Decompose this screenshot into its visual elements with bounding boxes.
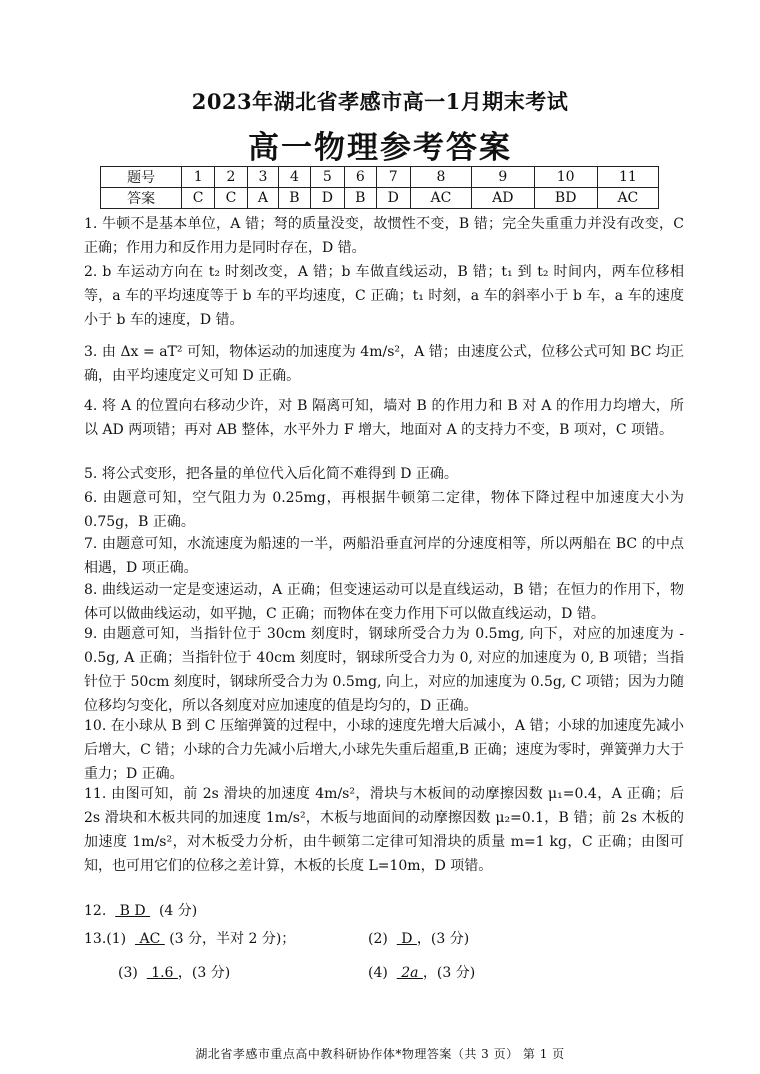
answer-cell: A xyxy=(247,188,278,209)
q13-part2 xyxy=(368,928,469,948)
question-number: 2 xyxy=(215,167,248,188)
answer-row-label: 答案 xyxy=(101,188,182,209)
q13-part3 xyxy=(118,962,230,982)
q13-part4 xyxy=(368,962,475,982)
explanation-10: 10. 在小球从 B 到 C 压缩弹簧的过程中，小球的速度先增大后减小，A 错；小球的加速度先减小后增大，C 错；小球的合力先减小后增大,小球先失重后超重,B 正确；速度为零时，弹簧弹力大于重力；D 正确。 xyxy=(84,718,684,782)
explanation-8: 8. 曲线运动一定是变速运动，A 正确；但变速运动可以是直线运动，B 错；在恒力的作用下，物体可以做曲线运动，如平抛，C 正确；而物体在变力作用下可以做直线运动，D 错。 xyxy=(84,582,684,622)
question-number: 1 xyxy=(182,167,215,188)
question-number: 8 xyxy=(410,167,471,188)
answer-cell: B xyxy=(344,188,376,209)
q12-label: 12. xyxy=(84,903,107,919)
q13-p2-score: ，(3 分) xyxy=(416,931,470,947)
answer-table xyxy=(100,166,659,209)
explanation-9: 9. 由题意可知，当指针位于 30cm 刻度时，钢球所受合力为 0.5mg, 向下，对应的加速度为 - 0.5g, A 正确；当指针位于 40cm 刻度时，钢球所受合力为 0, 对应的加速度为 0, B 项错；当指针位于 50cm 刻度时，钢球所受合力为 0.5mg, 向上，对应的加速度为 0.5g, C 项错；因为力随位移均匀变化，所以各刻度对应加速度的值是均匀的，D 正确。 xyxy=(84,626,684,714)
question-number: 9 xyxy=(472,167,535,188)
q13-p4-answer: 2a xyxy=(396,965,423,981)
explanation-11: 11. 由图可知，前 2s 滑块的加速度 4m/s²，滑块与木板间的动摩擦因数 μ₁=0.4，A 正确；后 2s 滑块和木板共同的加速度 1m/s²，木板与地面间的动摩擦因数 μ₂=0.1，B 错；前 2s 木板的加速度 1m/s²，对木板受力分析，由牛顿第二定律可知滑块的质量 m=1 kg，C 正确；由图可知，也可用它们的位移之差计算，木板的长度 L=10m，D 项错。 xyxy=(84,786,684,874)
q13-p2-num: (2) xyxy=(368,931,388,947)
answer-cell: D xyxy=(310,188,344,209)
explanation-4: 4. 将 A 的位置向右移动少许，对 B 隔离可知，墙对 B 的作用力和 B 对 A 的作用力均增大，所以 AD 两项错；再对 AB 整体，水平外力 F 增大，地面对 A 的支持力不变，B 项对，C 项错。 xyxy=(84,398,684,438)
answer-cell: AC xyxy=(410,188,471,209)
q13-p1-num: (1) xyxy=(106,931,127,947)
exam-title: 2023年湖北省孝感市高一1月期末考试 xyxy=(191,89,569,114)
question-number-row xyxy=(101,167,659,188)
q13-p4-num: (4) xyxy=(368,965,388,981)
question-number: 6 xyxy=(344,167,376,188)
q13-p1-score: (3 分，半对 2 分)； xyxy=(169,931,296,947)
q13-p3-score: ，(3 分) xyxy=(177,965,231,981)
explanation-3: 3. 由 Δx = aT² 可知，物体运动的加速度为 4m/s²，A 错；由速度公式，位移公式可知 BC 均正确，由平均速度定义可知 D 正确。 xyxy=(84,344,684,384)
explanation-1: 1. 牛顿不是基本单位，A 错；弩的质量没变，故惯性不变，B 错；完全失重重力并没有改变，C 正确；作用力和反作用力是同时存在，D 错。 xyxy=(84,216,684,256)
answer-cell: C xyxy=(215,188,248,209)
answer-cell: B xyxy=(279,188,311,209)
explanation-5: 5. 将公式变形，把各量的单位代入后化简不难得到 D 正确。 xyxy=(84,466,458,482)
answer-cell: BD xyxy=(534,188,597,209)
question-number: 3 xyxy=(247,167,278,188)
answer-key-title: 高一物理参考答案 xyxy=(248,130,512,166)
question-number: 7 xyxy=(376,167,410,188)
answer-cell: AC xyxy=(597,188,658,209)
q13-p2-answer: D xyxy=(396,931,417,947)
q12-line xyxy=(84,900,197,920)
q13-p1-answer: AC xyxy=(135,931,165,947)
question-number: 11 xyxy=(597,167,658,188)
q12-score: (4 分) xyxy=(158,903,198,919)
answer-cell: AD xyxy=(472,188,535,209)
explanation-7: 7. 由题意可知，水流速度为船速的一半，两船沿垂直河岸的分速度相等，所以两船在 BC 的中点相遇，D 项正确。 xyxy=(84,536,684,576)
explanation-2: 2. b 车运动方向在 t₂ 时刻改变，A 错；b 车做直线运动，B 错；t₁ 到 t₂ 时间内，两车位移相等，a 车的平均速度等于 b 车的平均速度，C 正确；t₁ 时刻，a 车的斜率小于 b 车，a 车的速度小于 b 车的速度，D 错。 xyxy=(84,264,684,328)
page-footer: 湖北省孝感市重点高中教科研协作体*物理答案（共 3 页） 第 1 页 xyxy=(195,1047,565,1061)
question-number: 5 xyxy=(310,167,344,188)
q13-p3-num: (3) xyxy=(118,965,138,981)
question-row-label: 题号 xyxy=(101,167,182,188)
answer-row xyxy=(101,188,659,209)
q13-p3-answer: 1.6 xyxy=(146,965,178,981)
q13-label: 13. xyxy=(84,931,107,947)
explanation-6: 6. 由题意可知，空气阻力为 0.25mg，再根据牛顿第二定律，物体下降过程中加速度大小为 0.75g，B 正确。 xyxy=(84,490,684,530)
q13-p4-score: ，(3 分) xyxy=(422,965,476,981)
question-number: 10 xyxy=(534,167,597,188)
question-number: 4 xyxy=(279,167,311,188)
q12-answer: B D xyxy=(115,903,151,919)
answer-cell: C xyxy=(182,188,215,209)
q13-part1 xyxy=(84,928,295,948)
answer-cell: D xyxy=(376,188,410,209)
